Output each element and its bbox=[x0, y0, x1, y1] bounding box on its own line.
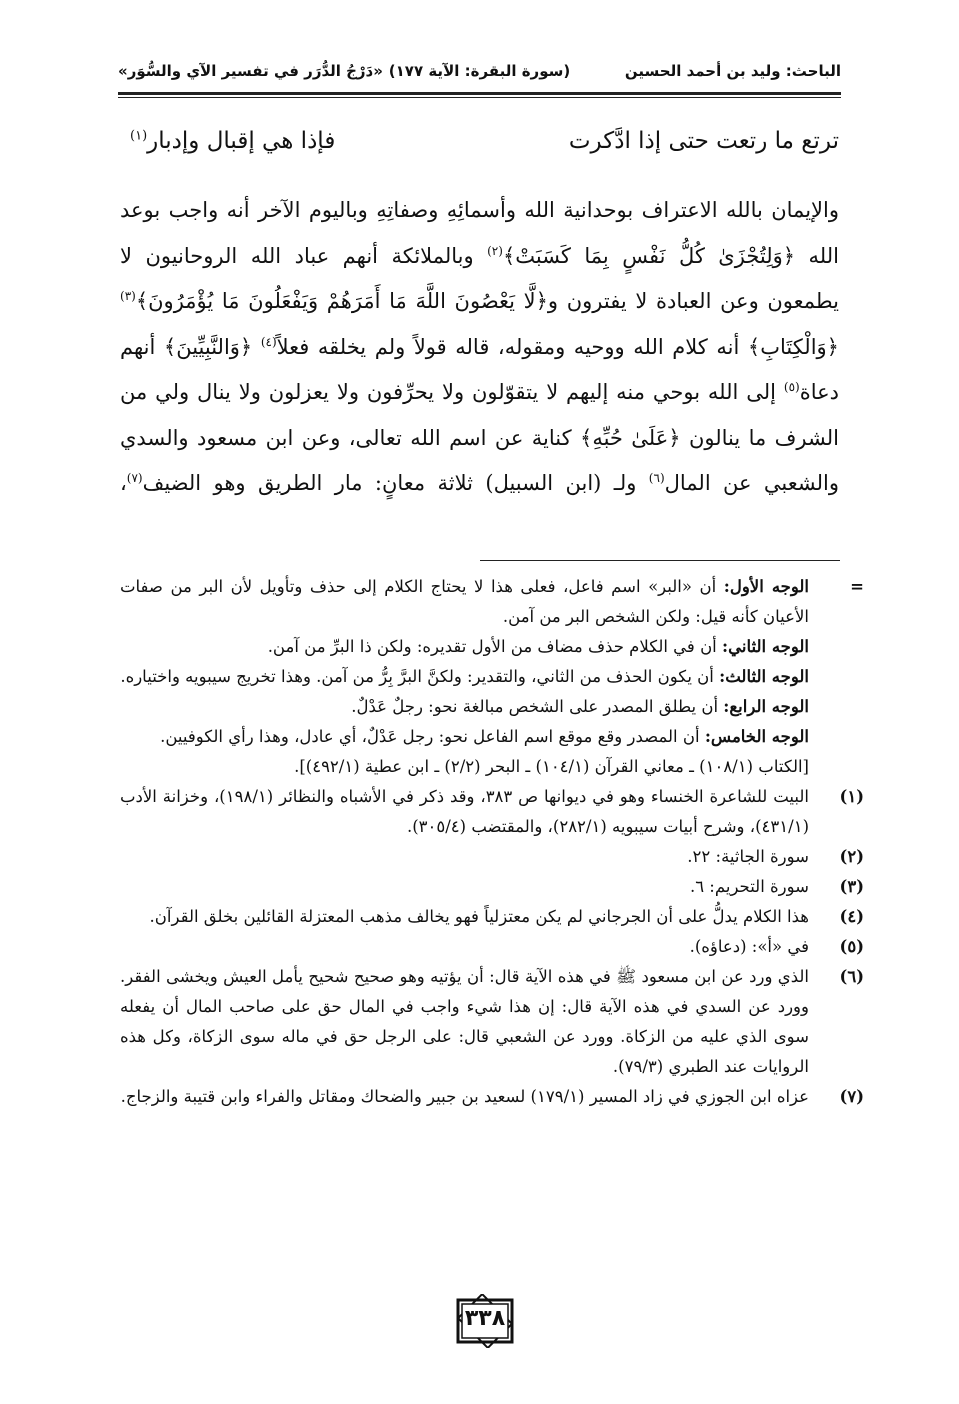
footnotes bbox=[120, 572, 864, 1112]
footnote-4: (٤) هذا الكلام يدلُّ على أن الجرجاني لم يكن معتزلياً فهو يخالف مذهب المعتزلة القائلين بخلق القرآن. bbox=[149, 907, 864, 926]
footnote-ref: (٤) bbox=[260, 334, 277, 349]
page-number: ٣٣٨ bbox=[464, 1306, 506, 1331]
running-header bbox=[118, 60, 841, 90]
page-number-badge bbox=[440, 1294, 530, 1348]
main-paragraph: والإيمان بالله الاعتراف بوحدانية الله وأسمائِهِ وصفاتِهِ وباليوم الآخر أنه واجب بوعد الله ﴿وَلِتُجْزَىٰ كُلُّ نَفْسٍ بِمَا كَسَبَتْ﴾$^{(٢)}$ وبالملائكة أنهم عباد الله الروحانيون لا يطمعون وعن العبادة لا يفترون و﴿لَّا يَعْصُونَ اللَّهَ مَا أَمَرَهُمْ وَيَفْعَلُونَ مَا يُؤْمَرُونَ﴾$^{(٣)}$ ﴿وَالْكِتَابِ﴾ أنه كلام الله ووحيه ومقوله، قاله قولاً ولم يخلقه فعلاً$^{(٤)}$ ﴿وَالنَّبِيِّينَ﴾ أنهم دعاة$^{(٥)}$ إلى الله بوحي منه إليهم لا يتقوّلون ولا يحرِّفون ولا يعزلون ولا ينال ولي من الشرف ما ينالون ﴿عَلَىٰ حُبِّهِ﴾ كناية عن اسم الله تعالى، وعن ابن مسعود والسدي والشعبي عن المال$^{(٦)}$ ولـ (ابن السبيل) ثلاثة معانٍ: مار الطريق وهو الضيف$^{(٧)}$، bbox=[120, 198, 839, 495]
footnote-2: (٢) سورة الجاثية: ٢٢. bbox=[687, 847, 864, 866]
sources-list: [الكتاب (١٠٨/١) ـ معاني القرآن (١٠٤/١) ـ البحر (٢/٢) ـ ابن عطية (٤٩٢/١)]. bbox=[294, 757, 809, 776]
footnote-ref: (٢) bbox=[487, 243, 503, 258]
book-title: «دَرْجُ الدُّرَر في تفسير الآي والسُّوَر» bbox=[118, 62, 383, 80]
footnote-ref: (٣) bbox=[120, 289, 136, 303]
footnote-continuation: = الوجه الأول: أن «البر» اسم فاعل، فعلى هذا لا يحتاج الكلام إلى حذف وتأويل لأن البر من صفات الأعيان كأنه قيل: ولكن الشخص البر من آمن. الوجه الثاني: أن في الكلام حذف مضاف من الأول تقديره: ولكن ذا البرِّ من آمن. الوجه الثالث: أن يكون الحذف من الثاني، والتقدير: ولكنَّ البرَّ بِرُّ من آمن. وهذا تخريج سيبويه واختياره. الوجه الرابع: أن يطلق المصدر على الشخص مبالغة نحو: رجلٌ عَدْلٌ. الوجه الخامس: أن المصدر وقع موقع اسم الفاعل نحو: رجل عَدْلٌ، أي عادل، وهذا رأي الكوفيين. [الكتاب (١٠٨/١) ـ معاني القرآن (١٠٤/١) ـ البحر (٢/٢) ـ ابن عطية (٤٩٢/١)]. bbox=[120, 572, 864, 782]
footnote-ref: (١) bbox=[130, 128, 148, 144]
continuation-mark: = bbox=[850, 577, 864, 596]
surah-reference: (سورة البقرة: الآية ١٧٧) bbox=[388, 62, 571, 80]
footnote-ref: (٦) bbox=[648, 471, 665, 485]
verse-first-hemistich: ترتع ما رتعت حتى إذا ادَّكرت bbox=[568, 128, 839, 154]
verse-second-hemistich: فإذا هي إقبال وإدبار$^{(١)}$ bbox=[130, 128, 336, 154]
header-rule-thin bbox=[118, 97, 841, 98]
poetry-verse bbox=[130, 128, 839, 168]
footnote-separator bbox=[480, 560, 840, 561]
footnote-6: (٦) الذي ورد عن ابن مسعود ﷺ في هذه الآية قال: أن يؤتيه وهو صحيح شحيح يأمل العيش ويخشى الفقر. وورد عن السدي في هذه الآية قال: إن هذا شيء واجب في المال حق على صاحب المال أن يفعله سوى الذي عليه من الزكاة. وورد عن الشعبي قال: على الرجل حق في ماله سوى الزكاة، وكل هذه الروايات عند الطبري (٧٩/٣). bbox=[120, 967, 864, 1076]
main-text bbox=[120, 188, 839, 507]
footnote-5: (٥) في «أ»: (دعاؤه). bbox=[689, 937, 864, 956]
author-name: الباحث: وليد بن أحمد الحسين bbox=[624, 62, 841, 80]
header-rule-thick bbox=[118, 92, 841, 95]
footnote-ref: (٧) bbox=[126, 471, 143, 485]
footnote-7: (٧) عزاه ابن الجوزي في زاد المسير (١٧٩/١) لسعيد بن جبير والضحاك ومقاتل والفراء وابن قتيبة والزجاج. bbox=[120, 1087, 864, 1106]
footnote-3: (٣) سورة التحريم: ٦. bbox=[689, 877, 864, 896]
footnote-ref: (٥) bbox=[783, 380, 800, 394]
footnote-1: (١) البيت للشاعرة الخنساء وهو في ديوانها ص ٣٨٣، وقد ذكر في الأشباه والنظائر (١٩٨/١)، وخزانة الأدب (٤٣١/١)، وشرح أبيات سيبويه (٢٨٢/١)، والمقتضب (٣٠٥/٤). bbox=[120, 787, 864, 836]
